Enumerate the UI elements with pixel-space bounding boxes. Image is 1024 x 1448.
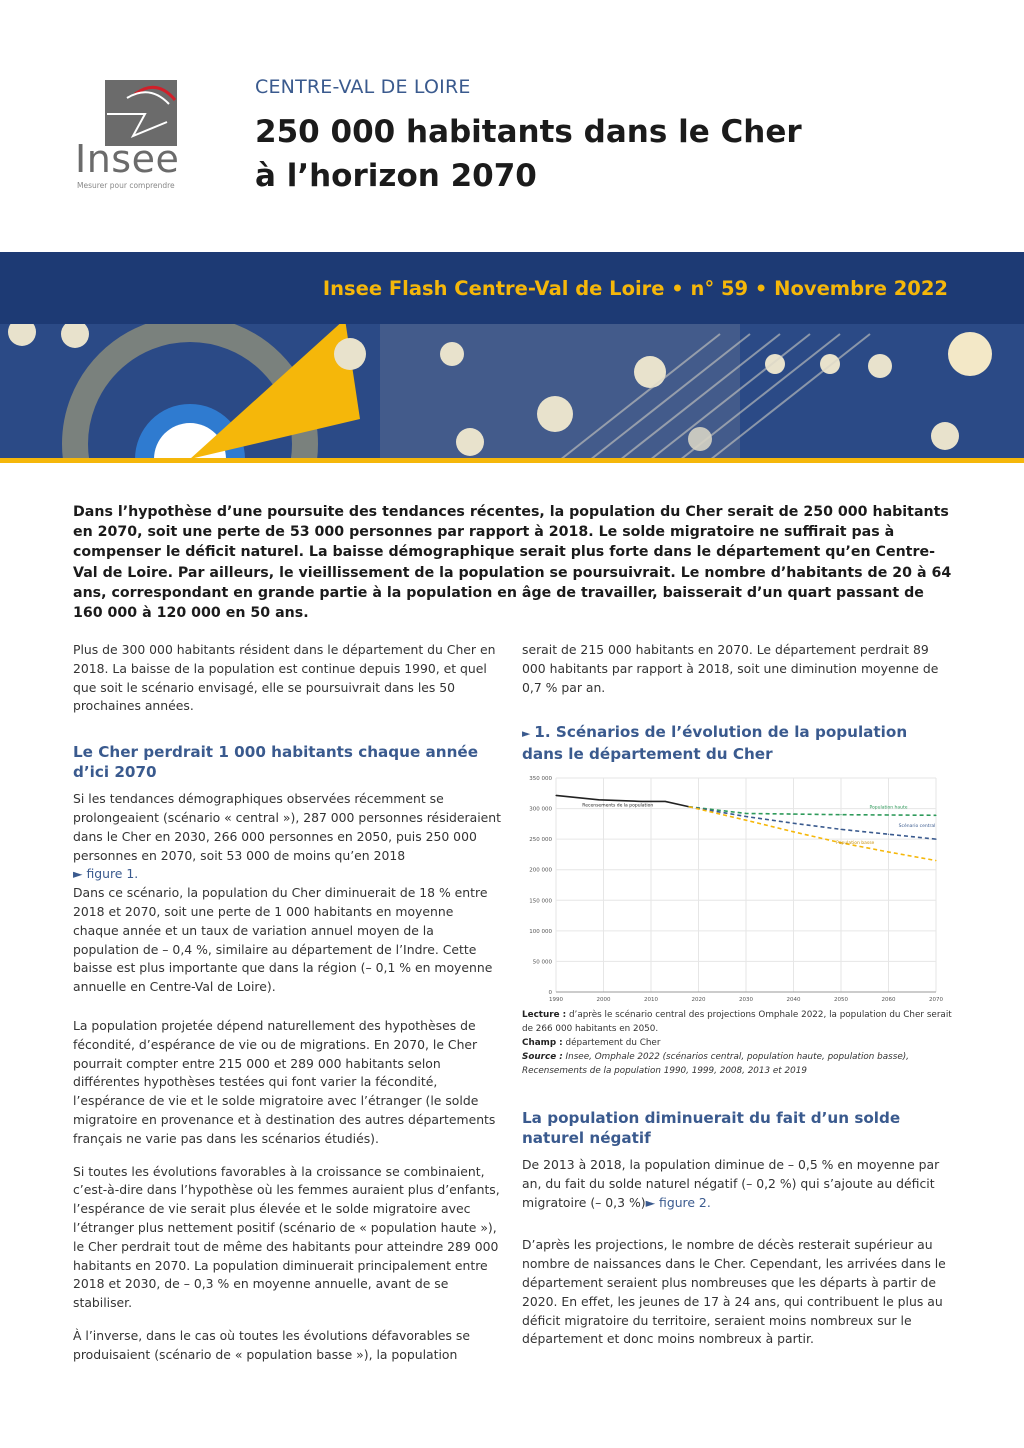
series-label: Population basse bbox=[836, 841, 875, 847]
x-tick-label: 2000 bbox=[596, 997, 611, 1003]
data-point bbox=[641, 801, 642, 802]
x-tick-label: 1990 bbox=[549, 997, 563, 1003]
logo-tagline: Mesurer pour comprendre bbox=[77, 181, 175, 190]
data-point bbox=[665, 801, 666, 802]
data-point bbox=[840, 829, 841, 830]
x-tick-label: 2040 bbox=[786, 997, 801, 1003]
note-source bbox=[522, 1050, 952, 1078]
region-label: CENTRE-VAL DE LOIRE bbox=[255, 76, 471, 98]
data-point bbox=[793, 813, 794, 814]
x-tick-label: 2070 bbox=[929, 997, 943, 1003]
data-point bbox=[888, 814, 889, 815]
paragraph: La population projetée dépend naturellement des hypothèses de fécondité, d’espérance de vie ou de migrations. En 2070, le Cher pourrait compter entre 215 000 et 289 000 habitants selon différentes hypothèses testées qui font varier la fécondité, l’espérance de vie et le solde migratoire avec l’étranger (le solde migratoire en provenance et à destination des autres départements français ne varie pas dans les scénarios étudiés). bbox=[73, 1017, 496, 1146]
y-tick-label: 50 000 bbox=[532, 959, 552, 966]
paragraph bbox=[522, 1156, 954, 1212]
figure-2-link[interactable]: ► figure 2. bbox=[645, 1194, 711, 1210]
note-champ bbox=[522, 1036, 952, 1050]
y-tick-label: 250 000 bbox=[529, 837, 552, 844]
x-tick-label: 2030 bbox=[739, 997, 753, 1003]
population-scenarios-chart bbox=[522, 770, 952, 1006]
data-point bbox=[935, 839, 936, 840]
data-point bbox=[598, 799, 599, 800]
figure-1-link[interactable]: ► figure 1. bbox=[73, 866, 139, 882]
paragraph: À l’inverse, dans le cas où toutes les évolutions défavorables se produisaient (scénario de « population basse »), la population bbox=[73, 1327, 471, 1362]
y-tick-label: 0 bbox=[548, 990, 552, 996]
data-point bbox=[935, 815, 936, 816]
data-point bbox=[793, 831, 794, 832]
series-label: Recensements de la population bbox=[582, 803, 654, 809]
paragraph: D’après les projections, le nombre de décès resterait supérieur au nombre de naissances dans le Cher. Cependant, les arrivées dans le département seraient plus nombreuses que les départs à partir de 2020. En effet, les jeunes de 17 à 24 ans, qui contribuent le plus au déficit migratoire du territoire, seraient moins nombreux sur le département et donc moins nombreux à partir. bbox=[522, 1237, 946, 1347]
paragraph-text: Si les tendances démographiques observées récemment se prolongeaient (scénario « central »), 287 000 personnes résideraient dans le Cher en 2030, 266 000 personnes en 2050, puis 250 000 personnes en 2070, soit 53 000 de moins qu’en 2018 bbox=[73, 791, 502, 863]
data-point bbox=[935, 860, 936, 861]
left-column bbox=[73, 641, 501, 1379]
data-point bbox=[688, 806, 689, 807]
y-tick-label: 300 000 bbox=[529, 806, 552, 813]
paragraph: Si toutes les évolutions favorables à la croissance se combinaient, c’est-à-dire dans l’hypothèse où les femmes auraient plus d’enfants, l’espérance de vie serait plus élevée et le solde migratoire avec l’étranger plus nettement positif (scénario de « population haute »), le Cher perdrait tout de même des habitants pour atteindre 289 000 habitants en 2070. La population diminuerait principalement entre 2018 et 2030, de – 0,3 % en moyenne annuelle, avant de se stabiliser. bbox=[73, 1163, 500, 1311]
data-point bbox=[840, 814, 841, 815]
series-label: Scénario central bbox=[898, 823, 936, 829]
publication-line: Insee Flash Centre-Val de Loire • n° 59 • Novembre 2022 bbox=[322, 277, 948, 300]
note-source-label: Source : bbox=[522, 1052, 563, 1062]
data-point bbox=[888, 851, 889, 852]
data-point bbox=[555, 795, 556, 796]
x-tick-label: 2010 bbox=[644, 997, 658, 1003]
note-champ-text: département du Cher bbox=[565, 1038, 661, 1048]
x-tick-label: 2050 bbox=[834, 997, 848, 1003]
data-point bbox=[745, 813, 746, 814]
banner-divider bbox=[0, 458, 1024, 463]
right-column-top bbox=[522, 641, 954, 711]
data-point bbox=[793, 823, 794, 824]
paragraph: serait de 215 000 habitants en 2070. Le département perdrait 89 000 habitants par rapport à 2018, soit une diminution moyenne de 0,7 % par an. bbox=[522, 642, 939, 695]
y-tick-label: 150 000 bbox=[529, 898, 552, 905]
page-title bbox=[255, 110, 935, 198]
figure-notes bbox=[522, 1008, 952, 1078]
chapeau-summary: Dans l’hypothèse d’une poursuite des tendances récentes, la population du Cher serait de 250 000 habitants en 2070, soit une perte de 53 000 personnes par rapport à 2018. Le solde migratoire ne suffirait pas à compenser le déficit naturel. La baisse démographique serait plus forte dans le département qu’en Centre-Val de Loire. Par ailleurs, le vieillissement de la population se poursuivrait. Le nombre d’habitants de 20 à 64 ans, correspondant en grande partie à la population en âge de travailler, baisserait d’un quart passant de 160 000 à 120 000 en 50 ans. bbox=[73, 504, 952, 622]
paragraph: Dans ce scénario, la population du Cher diminuerait de 18 % entre 2018 et 2070, soit une perte de 1 000 habitants en moyenne chaque année et un taux de variation annuel moyen de la population de – 0,4 %, similaire au département de l’Indre. Cette baisse est plus importante que dans la région (– 0,1 % en moyenne annuelle en Centre-Val de Loire). bbox=[73, 885, 493, 995]
publication-band bbox=[0, 252, 1024, 324]
insee-logo bbox=[75, 75, 180, 195]
note-lecture-label: Lecture : bbox=[522, 1010, 567, 1020]
figure-1-title bbox=[522, 722, 952, 764]
title-line-2: à l’horizon 2070 bbox=[255, 158, 537, 194]
data-point bbox=[745, 820, 746, 821]
y-tick-label: 200 000 bbox=[529, 867, 552, 874]
paragraph bbox=[73, 790, 501, 884]
data-point bbox=[888, 834, 889, 835]
figure-1-title-text: 1. Scénarios de l’évolution de la population dans le département du Cher bbox=[522, 723, 908, 763]
note-champ-label: Champ : bbox=[522, 1038, 563, 1048]
data-point bbox=[745, 816, 746, 817]
note-lecture-text: d’après le scénario central des projections Omphale 2022, la population du Cher serait de 266 000 habitants en 2050. bbox=[522, 1010, 952, 1034]
section-heading: La population diminuerait du fait d’un solde naturel négatif bbox=[522, 1109, 901, 1147]
x-tick-label: 2020 bbox=[691, 997, 706, 1003]
note-lecture bbox=[522, 1008, 952, 1036]
paragraph-text: De 2013 à 2018, la population diminue de – 0,5 % en moyenne par an, du fait du solde naturel négatif (– 0,2 %) qui s’ajoute au déficit migratoire (– 0,3 %) bbox=[522, 1157, 940, 1210]
banner-image bbox=[0, 324, 1024, 460]
note-source-text: Insee, Omphale 2022 (scénarios central, population haute, population basse), Recensements de la population 1990, 1999, 2008, 2013 et 2019 bbox=[522, 1052, 909, 1076]
paragraph: Plus de 300 000 habitants résident dans le département du Cher en 2018. La baisse de la population est continue depuis 1990, et quel que soit le scénario envisagé, elle se poursuivrait dans les 50 prochaines années. bbox=[73, 642, 496, 714]
logo-text: Insee bbox=[75, 137, 180, 181]
section-heading: Le Cher perdrait 1 000 habitants chaque année d’ici 2070 bbox=[73, 743, 479, 782]
x-tick-label: 2060 bbox=[881, 997, 896, 1003]
right-column-bottom bbox=[522, 1108, 954, 1363]
y-tick-label: 350 000 bbox=[529, 776, 552, 782]
series-label: Population haute bbox=[869, 805, 908, 811]
title-line-1: 250 000 habitants dans le Cher bbox=[255, 114, 802, 150]
y-tick-label: 100 000 bbox=[529, 928, 552, 935]
figure-arrow-icon: ► bbox=[522, 727, 535, 740]
